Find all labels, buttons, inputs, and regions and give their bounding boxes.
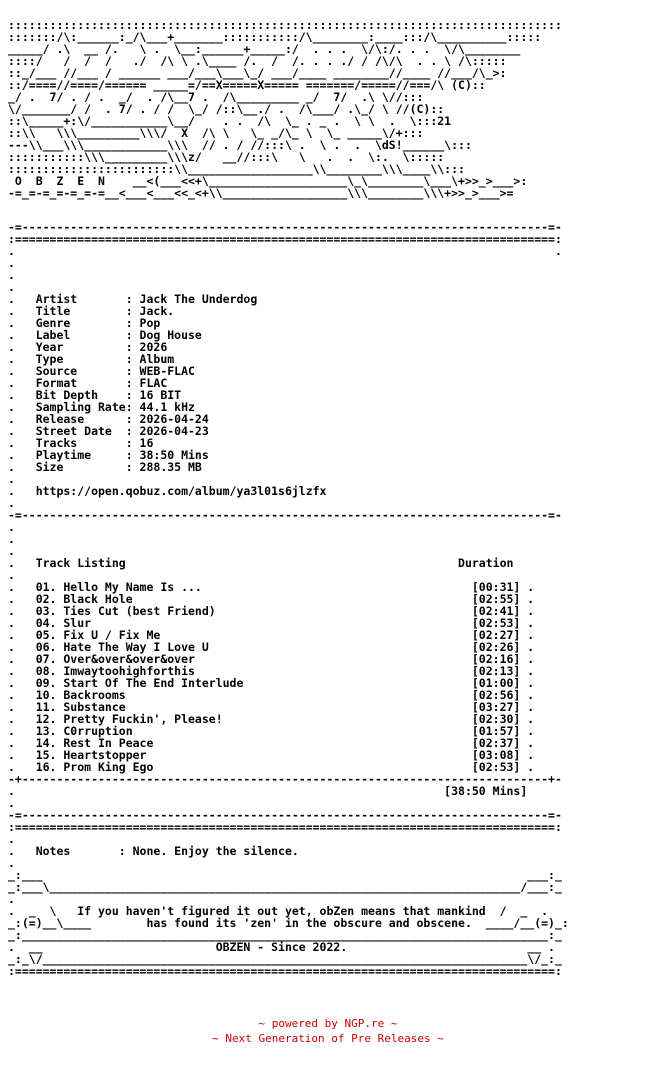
banner-line: :::::::::::\\\_________\\\z/ __//:::\ \ . . \:. \::::: xyxy=(8,150,445,164)
track-row: . 12. Pretty Fuckin', Please! [02:30] . xyxy=(8,712,535,726)
banner-line: ::_/___ //___ / ______ ___/___\___\_/ ___/____ ________//____ //___/\_>: xyxy=(8,66,507,80)
banner-line: :::::::/\:______:_/\___+_______:::::::::::/\________:____:::/\__________::::: xyxy=(8,30,542,44)
frame-line: . xyxy=(8,892,15,906)
info-size: . Size : 288.35 MB xyxy=(8,460,202,474)
info-source: . Source : WEB-FLAC xyxy=(8,364,195,378)
divider: -+----------------------------------------------------------------------------+- xyxy=(8,772,562,786)
banner-line: ---\\___\\\____________\\\ // . / //:::\ . \ . . \dS!______\::: xyxy=(8,138,472,152)
frame-line: . xyxy=(8,520,15,534)
track-row: . 16. Prom King Ego [02:53] . xyxy=(8,760,535,774)
frame-line: . xyxy=(8,280,15,294)
frame-line: . xyxy=(8,796,15,810)
divider: :==============================================================================: xyxy=(8,820,562,834)
info-tracks: . Tracks : 16 xyxy=(8,436,154,450)
track-row: . 15. Heartstopper [03:08] . xyxy=(8,748,535,762)
frame-line: _:___\____________________________________________________________________/___:_ xyxy=(8,880,562,894)
notes: . Notes : None. Enjoy the silence. xyxy=(8,844,299,858)
spacer xyxy=(8,113,569,128)
footer xyxy=(0,1016,656,1046)
frame-line: . xyxy=(8,496,15,510)
powered-by-link[interactable]: ~ powered by NGP.re ~ xyxy=(258,1017,398,1030)
banner-line: _/ . 7/ . / . _/ . /\__7 . /\_________ _/ 7/ .\ \//::: xyxy=(8,90,424,104)
album-link[interactable]: . https://open.qobuz.com/album/ya3l01s6jlzfx xyxy=(8,484,327,498)
banner-line: -=_=-=_=-=_=-=__<___<___<<_<+\\__________________\\\________\\\+>>_>___>= xyxy=(8,186,514,200)
frame-line: . xyxy=(8,256,15,270)
track-row: . 01. Hello My Name Is ... [00:31] . xyxy=(8,580,535,594)
closing-line-1: . _ \ If you haven't figured it out yet, obZen means that mankind / _ . xyxy=(8,904,549,918)
info-release: . Release : 2026-04-24 xyxy=(8,412,209,426)
nfo-body xyxy=(8,17,569,977)
info-artist: . Artist : Jack The Underdog xyxy=(8,292,258,306)
closing-line-2: _:(=)__\____ has found its 'zen' in the obscure and obscene. ____/__(=)_: xyxy=(8,916,569,930)
info-year: . Year : 2026 xyxy=(8,340,168,354)
frame-line: . xyxy=(8,544,15,558)
tracklist-total: . [38:50 Mins] xyxy=(8,784,528,798)
frame-line: . xyxy=(8,568,15,582)
spacer xyxy=(8,149,569,164)
track-row: . 14. Rest In Peace [02:37] . xyxy=(8,736,535,750)
frame-line: . . xyxy=(8,244,562,258)
spacer xyxy=(8,77,569,92)
divider: -=----------------------------------------------------------------------------=- xyxy=(8,220,562,234)
spacer xyxy=(8,125,569,140)
track-row: . 08. Imwaytoohighforthis [02:13] . xyxy=(8,664,535,678)
spacer xyxy=(8,197,569,209)
tracklist-heading: . Track Listing Duration xyxy=(8,556,514,570)
divider: -=----------------------------------------------------------------------------=- xyxy=(8,808,562,822)
spacer xyxy=(8,173,569,188)
banner-line: ::::::::::::::::::::::::\\__________________\\________\\\____\\::: xyxy=(8,162,465,176)
info-label: . Label : Dog House xyxy=(8,328,202,342)
spacer xyxy=(8,65,569,80)
banner-line: ::\_____+:\/___________\__/ . . /\ \_ . _ . \ \ . \:::21 xyxy=(8,114,452,128)
spacer xyxy=(8,41,569,56)
info-title: . Title : Jack. xyxy=(8,304,175,318)
spacer xyxy=(8,89,569,104)
frame-line: . xyxy=(8,856,15,870)
frame-line: _:_\/______________________________________________________________________\/_:_ xyxy=(8,952,562,966)
divider: :==============================================================================: xyxy=(8,232,562,246)
frame-line: . xyxy=(8,532,15,546)
info-type: . Type : Album xyxy=(8,352,175,366)
spacer xyxy=(8,53,569,68)
spacer xyxy=(8,17,569,32)
track-row: . 06. Hate The Way I Love U [02:26] . xyxy=(8,640,535,654)
spacer xyxy=(8,101,569,116)
banner-line: ::\\ \\\_________\\\/ X /\ \ \_ _/\_ \ \_ _____\/+::: xyxy=(8,126,424,140)
frame-line: . xyxy=(8,268,15,282)
tagline-link[interactable]: ~ Next Generation of Pre Releases ~ xyxy=(212,1032,444,1045)
info-format: . Format : FLAC xyxy=(8,376,168,390)
track-row: . 11. Substance [03:27] . xyxy=(8,700,535,714)
info-bitdepth: . Bit Depth : 16 BIT xyxy=(8,388,182,402)
track-row: . 09. Start Of The End Interlude [01:00] . xyxy=(8,676,535,690)
track-row: . 02. Black Hole [02:55] . xyxy=(8,592,535,606)
info-genre: . Genre : Pop xyxy=(8,316,161,330)
info-street: . Street Date : 2026-04-23 xyxy=(8,424,209,438)
track-row: . 10. Backrooms [02:56] . xyxy=(8,688,535,702)
frame-line: _:____________________________________________________________________________:_ xyxy=(8,928,562,942)
banner-line: ::/====//====/====== _____=/==X=====X===== =======/=====//===/\ (C):: xyxy=(8,78,486,92)
banner-line: O B Z E N __<(___<<+\____________________\_\________\___\+>>_>___>: xyxy=(8,174,528,188)
track-row: . 13. C0rruption [01:57] . xyxy=(8,724,535,738)
track-row: . 03. Ties Cut (best Friend) [02:41] . xyxy=(8,604,535,618)
spacer xyxy=(8,161,569,176)
info-playtime: . Playtime : 38:50 Mins xyxy=(8,448,209,462)
info-samplerate: . Sampling Rate: 44.1 kHz xyxy=(8,400,195,414)
banner-line: _____/ .\ __ /. \ . \__:______+_____:/ . . . \/\:/. . . \/\________ xyxy=(8,42,521,56)
divider: :==============================================================================: xyxy=(8,964,562,978)
frame-line: . xyxy=(8,472,15,486)
spacer xyxy=(8,137,569,152)
frame-line: . xyxy=(8,832,15,846)
frame-line: _:___ ___:_ xyxy=(8,868,562,882)
track-row: . 07. Over&over&over&over [02:16] . xyxy=(8,652,535,666)
since-line: . __ OBZEN - Since 2022. __ . xyxy=(8,940,555,954)
track-row: . 05. Fix U / Fix Me [02:27] . xyxy=(8,628,535,642)
banner-line: \/_______/ / . 7/ . / / \_/ /::\__./ . /\___/ .\_/ \ //(C):: xyxy=(8,102,445,116)
banner-line: ::::/ / / / ./ /\ \ .\____ /. / /. . . ./ / /\/\ . . \ /\::::: xyxy=(8,54,507,68)
spacer xyxy=(8,29,569,44)
spacer xyxy=(8,185,569,200)
banner-line: :::::::::::::::::::::::::::::::::::::::::::::::::::::::::::::::::::::::::::::::: xyxy=(8,18,562,32)
track-row: . 04. Slur [02:53] . xyxy=(8,616,535,630)
divider: -=----------------------------------------------------------------------------=- xyxy=(8,508,562,522)
